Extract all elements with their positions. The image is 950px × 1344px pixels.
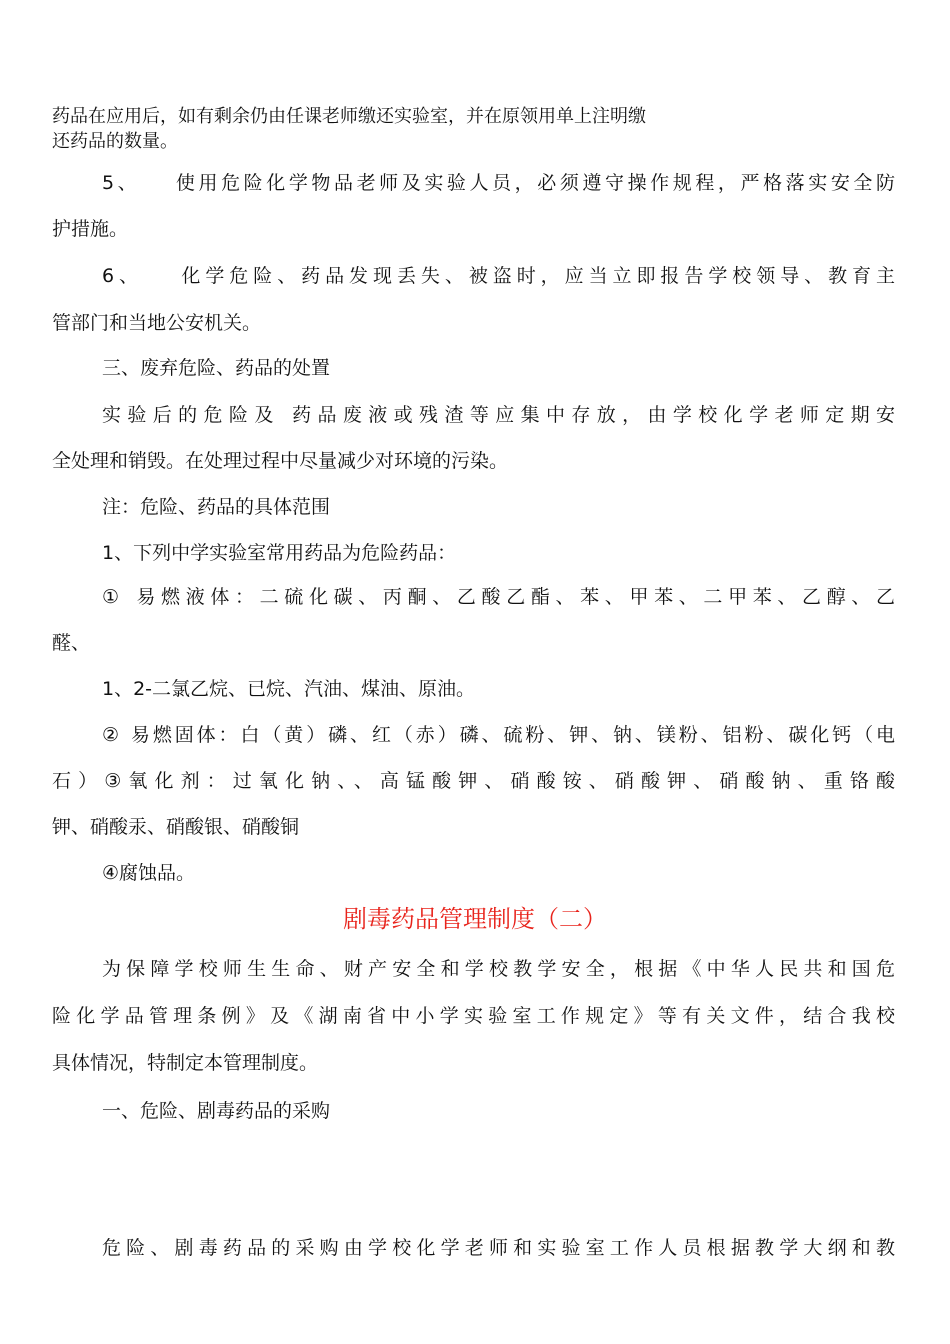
paragraph-line: ① 易燃液体：二硫化碳、丙酮、乙酸乙酯、苯、甲苯、二甲苯、乙醇、乙 [102, 586, 895, 608]
document-title: 剧毒药品管理制度（二） [343, 905, 607, 933]
paragraph-line: 还药品的数量。 [52, 131, 178, 152]
paragraph-line: 为保障学校师生生命、财产安全和学校教学安全，根据《中华人民共和国危 [102, 958, 895, 980]
paragraph-line: 护措施。 [52, 218, 129, 240]
list-item-5: 5、 使用危险化学物品老师及实验人员，必须遵守操作规程，严格落实安全防 [102, 172, 895, 194]
paragraph-line: 具体情况，特制定本管理制度。 [52, 1052, 319, 1074]
paragraph-line: 醛、 [52, 632, 91, 654]
paragraph-line: ④腐蚀品。 [102, 862, 196, 884]
paragraph-line: 钾、硝酸汞、硝酸银、硝酸铜 [52, 816, 300, 838]
paragraph-line: 险化学品管理条例》及《湖南省中小学实验室工作规定》等有关文件，结合我校 [52, 1005, 895, 1027]
note-heading: 注：危险、药品的具体范围 [102, 496, 331, 518]
paragraph-line: 石）③氧化剂：过氧化钠、、高锰酸钾、硝酸铵、硝酸钾、硝酸钠、重铬酸 [52, 770, 895, 792]
paragraph-line: 管部门和当地公安机关。 [52, 312, 262, 334]
paragraph-line: 危险、剧毒药品的采购由学校化学老师和实验室工作人员根据教学大纲和教 [102, 1237, 895, 1259]
list-item-6: 6、 化学危险、药品发现丢失、被盗时，应当立即报告学校领导、教育主 [102, 265, 895, 287]
section-heading: 三、废弃危险、药品的处置 [102, 357, 331, 379]
section-heading: 一、危险、剧毒药品的采购 [102, 1100, 331, 1122]
paragraph-line: 全处理和销毁。在处理过程中尽量减少对环境的污染。 [52, 450, 509, 472]
paragraph-line: 1、下列中学实验室常用药品为危险药品： [102, 542, 457, 564]
paragraph-line: 实验后的危险及 药品废液或残渣等应集中存放，由学校化学老师定期安 [102, 404, 895, 426]
paragraph-line: 1、2-二氯乙烷、已烷、汽油、煤油、原油。 [102, 678, 476, 700]
paragraph-line: 药品在应用后，如有剩余仍由任课老师缴还实验室，并在原领用单上注明缴 [52, 106, 646, 127]
paragraph-line: ② 易燃固体：白（黄）磷、红（赤）磷、硫粉、钾、钠、镁粉、铝粉、碳化钙（电 [102, 724, 895, 746]
